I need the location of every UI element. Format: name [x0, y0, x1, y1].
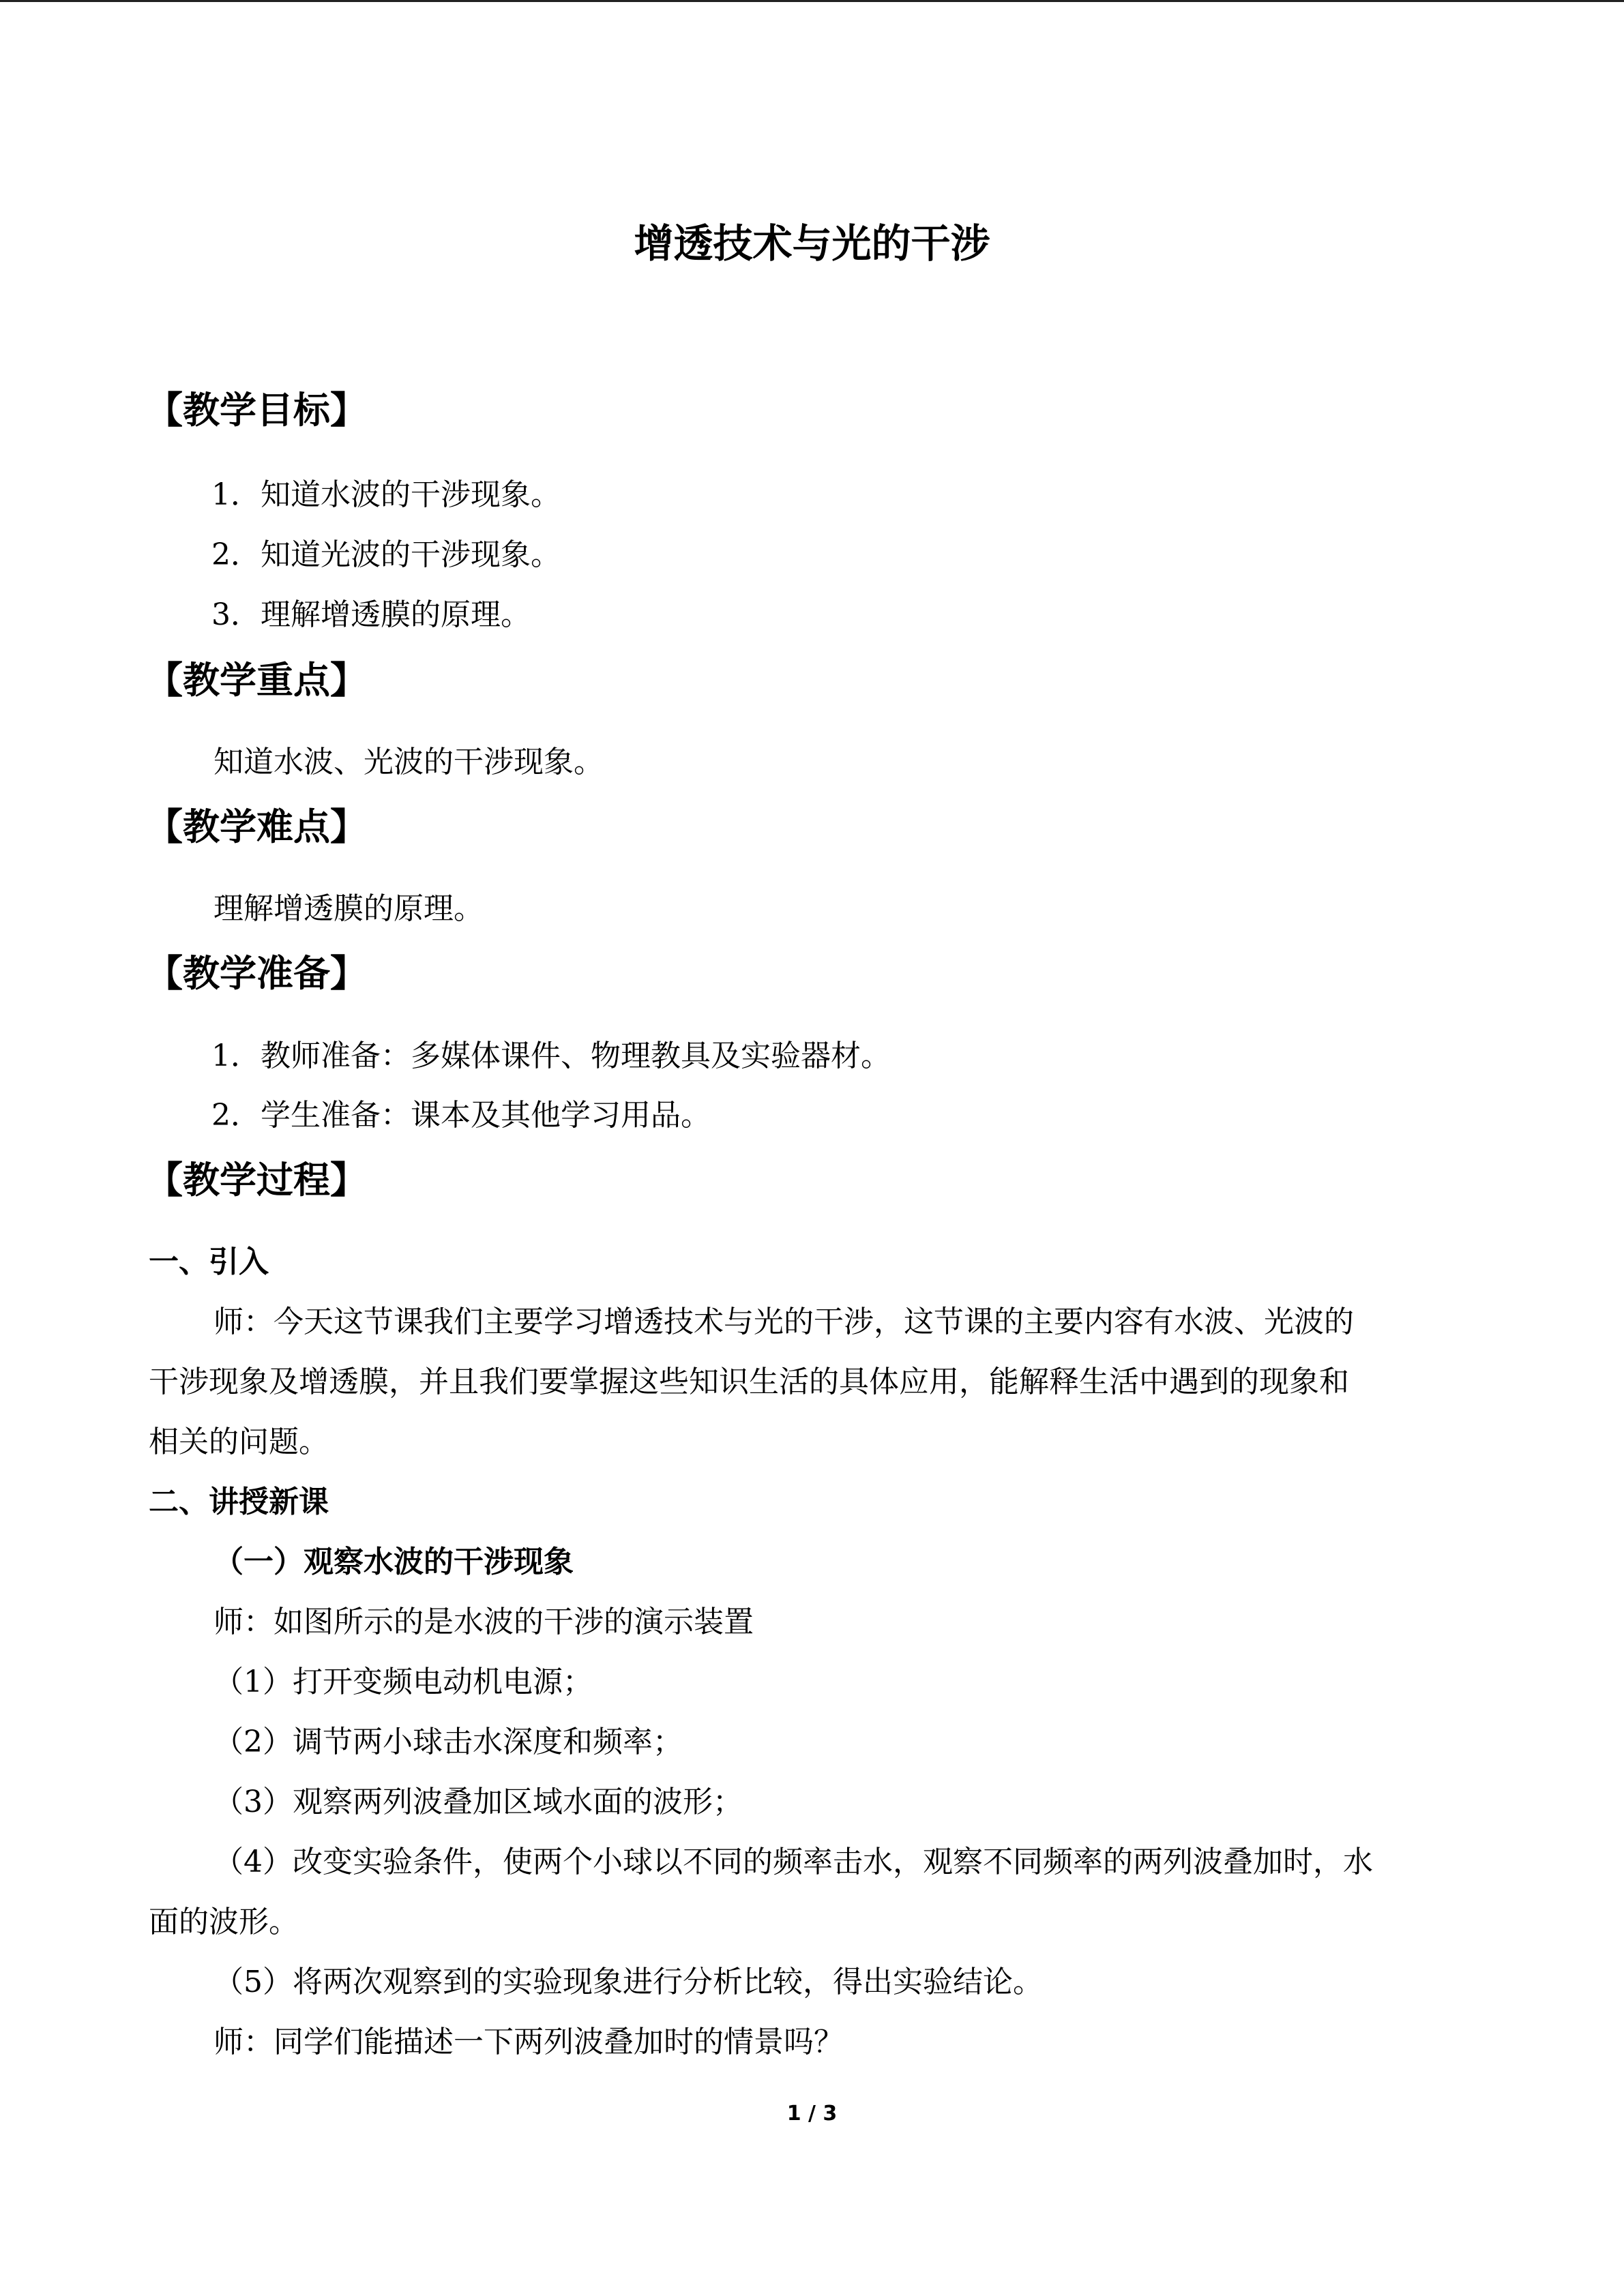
page-number: 1 / 3	[786, 2102, 838, 2126]
objective-item: 3．理解增透膜的原理。	[211, 597, 531, 632]
objective-item: 2．知道光波的干涉现象。	[211, 537, 561, 572]
intro-line: 干涉现象及增透膜，并且我们要掌握这些知识生活的具体应用，能解释生活中遇到的现象和	[149, 1365, 1349, 1399]
intro-line: 师：今天这节课我们主要学习增透技术与光的干涉，这节课的主要内容有水波、光波的	[213, 1304, 1354, 1339]
heading-preparation: 【教学准备】	[146, 952, 367, 995]
heading-objectives: 【教学目标】	[146, 389, 367, 432]
section-intro-heading: 一、引入	[149, 1244, 269, 1279]
section-new-lesson-heading: 二、讲授新课	[149, 1485, 329, 1519]
lesson-line: 师：同学们能描述一下两列波叠加时的情景吗？	[213, 2025, 844, 2059]
subsection-heading: （一）观察水波的干涉现象	[213, 1545, 574, 1579]
heading-process: 【教学过程】	[146, 1159, 367, 1202]
key-points-text: 知道水波、光波的干涉现象。	[213, 745, 604, 779]
lesson-line: （3）观察两列波叠加区域水面的波形；	[213, 1785, 743, 1819]
heading-key-points: 【教学重点】	[146, 659, 367, 702]
preparation-item: 2．学生准备：课本及其他学习用品。	[211, 1098, 711, 1133]
lesson-line: （4）改变实验条件，使两个小球以不同的频率击水，观察不同频率的两列波叠加时，水	[213, 1845, 1373, 1879]
heading-difficulties: 【教学难点】	[146, 805, 367, 848]
intro-line: 相关的问题。	[149, 1425, 329, 1459]
objective-item: 1．知道水波的干涉现象。	[211, 477, 561, 512]
lesson-line: （5）将两次观察到的实验现象进行分析比较，得出实验结论。	[213, 1965, 1043, 1999]
lesson-line: （2）调节两小球击水深度和频率；	[213, 1725, 683, 1759]
lesson-line: （1）打开变频电动机电源；	[213, 1665, 593, 1699]
lesson-line: 面的波形。	[149, 1905, 299, 1939]
preparation-item: 1．教师准备：多媒体课件、物理教具及实验器材。	[211, 1039, 891, 1073]
top-border	[0, 0, 1624, 2]
lesson-line: 师：如图所示的是水波的干涉的演示装置	[213, 1605, 754, 1639]
difficulties-text: 理解增透膜的原理。	[213, 891, 484, 926]
page-title: 增透技术与光的干涉	[634, 220, 990, 267]
